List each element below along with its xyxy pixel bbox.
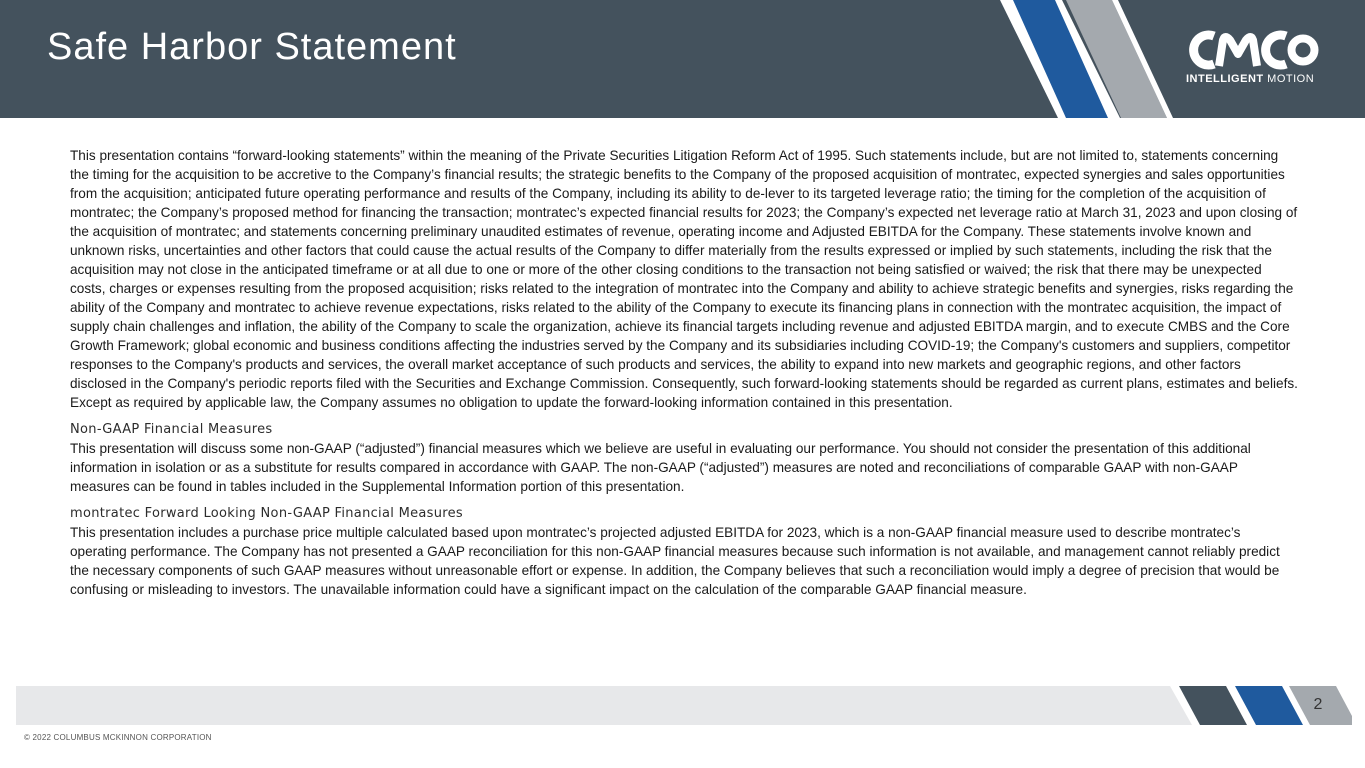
section-text-montratec: This presentation includes a purchase price multiple calculated based upon montratec’s projected adjusted EBITDA for 2023, which is a non-GAAP financial measure used to describe montratec’s operating performance. The Company has not presented a GAAP reconciliation for this non-GAAP financial measures because such information is not available, and management cannot reliably predict the necessary components of such GAAP measures without unreasonable effort or expense. In addition, the Company believes that such a reconciliation would imply a degree of precision that would be confusing or misleading to investors. The unavailable information could have a significant impact on the calculation of the comparable GAAP financial measure. [70,525,1280,597]
page-number: 2 [1313,696,1323,713]
safe-harbor-body [70,146,1300,607]
section-text-non-gaap: This presentation will discuss some non-GAAP (“adjusted”) financial measures which we believe are useful in evaluating our performance. You should not consider the presentation of this additional information in isolation or as a substitute for results compared in accordance with GAAP. The non-GAAP (“adjusted”) measures are noted and reconciliations of comparable GAAP with non-GAAP measures can be found in tables included in the Supplemental Information portion of this presentation. [70,441,1251,494]
section-montratec [70,504,1300,599]
logo-tagline [1186,73,1314,85]
footer-decorative-shapes [0,686,1365,726]
company-logo [1186,30,1320,88]
section-non-gaap [70,420,1300,496]
intro-paragraph: This presentation contains “forward-looking statements” within the meaning of the Private Securities Litigation Reform Act of 1995. Such statements include, but are not limited to, statements concerning the timing for the acquisition to be accretive to the Company’s financial results; the strategic benefits to the Company of the proposed acquisition of montratec, expected synergies and sales opportunities from the acquisition; anticipated future operating performance and results of the Company, including its ability to de-lever to its targeted leverage ratio; the timing for the completion of the acquisition of montratec; the Company’s proposed method for financing the transaction; montratec’s expected financial results for 2023; the Company’s expected net leverage ratio at March 31, 2023 and upon closing of the acquisition of montratec; and statements concerning preliminary unaudited estimates of revenue, operating income and Adjusted EBITDA for the Company. These statements involve known and unknown risks, uncertainties and other factors that could cause the actual results of the Company to differ materially from the results expressed or implied by such statements, including the risk that the acquisition may not close in the anticipated timeframe or at all due to one or more of the other closing conditions to the transaction not being satisfied or waived; the risk that there may be unexpected costs, charges or expenses resulting from the proposed acquisition; risks related to the integration of montratec into the Company and ability to achieve strategic benefits and synergies, risks regarding the ability of the Company and montratec to achieve revenue expectations, risks related to the ability of the Company to execute its financing plans in connection with the montratec acquisition, the impact of supply chain challenges and inflation, the ability of the Company to scale the organization, achieve its financial targets including revenue and adjusted EBITDA margin, and to execute CMBS and the Core Growth Framework; global economic and business conditions affecting the industries served by the Company and its subsidiaries including COVID-19; the Company's customers and suppliers, competitor responses to the Company's products and services, the overall market acceptance of such products and services, the ability to expand into new markets and geographic regions, and other factors disclosed in the Company's periodic reports filed with the Securities and Exchange Commission. Consequently, such forward-looking statements should be regarded as current plans, estimates and beliefs. Except as required by applicable law, the Company assumes no obligation to update the forward-looking information contained in this presentation. [70,148,1298,410]
section-title-montratec: montratec Forward Looking Non-GAAP Financial Measures [70,506,463,521]
slide-header [0,0,1365,118]
cmco-logo-mark [1186,30,1320,70]
logo-tagline-bold: INTELLIGENT [1186,73,1264,85]
logo-tagline-light: MOTION [1267,73,1315,85]
copyright-notice: © 2022 COLUMBUS MCKINNON CORPORATION [24,733,212,742]
section-title-non-gaap: Non-GAAP Financial Measures [70,422,273,437]
page-title: Safe Harbor Statement [47,26,457,68]
